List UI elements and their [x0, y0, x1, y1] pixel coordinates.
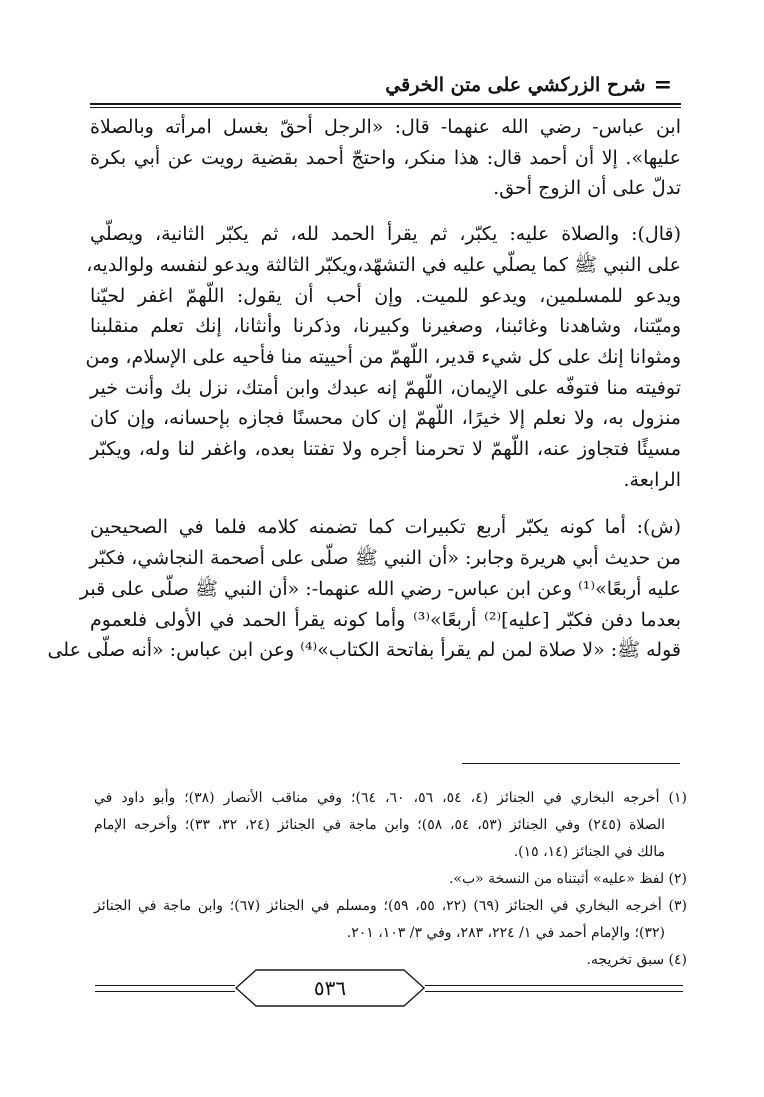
text-line: ابن عباس- رضي الله عنهما- قال: «الرجل أحقّ بغسل امرأته وبالصلاة [90, 116, 681, 138]
footnote-separator [462, 763, 680, 764]
text-line: ويدعو للمسلمين، ويدعو للميت. وإن أحب أن يقول: اللّهمّ اغفر لحيّنا [90, 284, 681, 307]
page-number: ٥٣٦ [313, 976, 347, 1000]
footnote-line: مالك في الجنائز (١٤، ١٥). [513, 844, 665, 860]
paragraph-1 [90, 112, 681, 204]
header-rule [90, 103, 681, 105]
text-line: (قال): والصلاة عليه: يكبّر، ثم يقرأ الحمد لله، ثم يكبّر الثانية، ويصلّي [90, 223, 681, 246]
footer-rule [425, 991, 683, 992]
text-line: عليه أربعًا»⁽¹⁾ وعن ابن عباس- رضي الله عنهما-: «أن النبي ﷺ صلّى على قبر [79, 577, 681, 600]
text-line: مسيئًا فتجاوز عنه، اللّهمّ لا تحرمنا أجره ولا تفتنا بعده، واغفر لنا وله، ويكبّر [90, 438, 681, 461]
text-line: قوله ﷺ: «لا صلاة لمن لم يقرأ بفاتحة الكتاب»⁽⁴⁾ وعن ابن عباس: «أنه صلّى على [47, 639, 681, 662]
main-text [47, 112, 681, 666]
footer-rule [95, 985, 235, 986]
footnote-line: الصلاة (٢٤٥) وفي الجنائز (٥٣، ٥٤، ٥٨)؛ وابن ماجة في الجنائز (٢٤، ٣٢، ٣٣)؛ وأخرجه الإمام [94, 817, 666, 833]
text-line: عليها». إلا أن أحمد قال: هذا منكر، واحتجّ أحمد بقضية رويت عن أبي بكرة [90, 146, 681, 169]
running-header [385, 74, 672, 96]
footnote-line: (٢) لفظ «عليه» أثبتناه من النسخة «ب». [448, 871, 687, 887]
text-line: منزول به، ولا نعلم إلا خيرًا، اللّهمّ إن كان محسنًا فجازه بإحسانه، وإن كان [90, 407, 681, 430]
paragraph-3 [47, 512, 681, 666]
text-line: بعدما دفن فكبّر [عليه]⁽²⁾ أربعًا»⁽³⁾ وأما كونه يقرأ الحمد في الأولى فلعموم [90, 608, 681, 631]
footer-rule [425, 985, 683, 986]
text-line: على النبي ﷺ كما يصلّي عليه في التشهّد،ويكبّر الثالثة ويدعو لنفسه ولوالديه، [86, 253, 681, 276]
footnote-3 [94, 893, 687, 947]
footnote-line: (٣٢)؛ والإمام أحمد في ١/ ٢٢٤، ٢٨٣، وفي ٣/ ١٠٣، ٢٠١. [346, 925, 665, 941]
text-line: الرابعة. [623, 468, 681, 491]
footnote-line: (٣) أخرجه البخاري في الجنائز (٦٩) (٢٢، ٥٥، ٥٩)؛ ومسلم في الجنائز (٦٧)؛ وابن ماجة في الجنائز [94, 898, 688, 914]
footnote-1 [94, 785, 687, 866]
footnote-line: (١) أخرجه البخاري في الجنائز (٤، ٥٤، ٥٦، ٦٠، ٦٤)؛ وفي مناقب الأنصار (٣٨)؛ وأبو داود في [94, 790, 688, 806]
text-line: وميّتنا، وشاهدنا وغائبنا، وصغيرنا وكبيرنا، وذكرنا وأنثانا، إنك تعلم منقلبنا [90, 315, 681, 338]
text-line: ومثوانا إنك على كل شيء قدير، اللّهمّ من أحييته منا فأحيه على الإسلام، ومن [85, 345, 681, 368]
text-line: تدلّ على أن الزوج أحق. [493, 177, 681, 200]
header-rule-thin [90, 107, 681, 108]
text-line: من حديث أبي هريرة وجابر: «أن النبي ﷺ صلّى على أصحمة النجاشي، فكبّر [89, 547, 681, 570]
text-line: (ش): أما كونه يكبّر أربع تكبيرات كما تضمنه كلامه فلما في الصحيحين [90, 516, 681, 539]
header-dash: = [653, 72, 672, 98]
footer-rule [95, 991, 235, 992]
book-title: شرح الزركشي على متن الخرقي [385, 74, 646, 96]
paragraph-2 [85, 219, 681, 495]
footnote-line: (٤) سبق تخريجه. [586, 952, 687, 968]
text-line: توفيته منا فتوفّه على الإيمان، اللّهمّ إنه عبدك وابن أمتك، نزل بك وأنت خير [90, 376, 681, 399]
footnotes [94, 785, 687, 974]
footnote-2 [94, 866, 687, 893]
